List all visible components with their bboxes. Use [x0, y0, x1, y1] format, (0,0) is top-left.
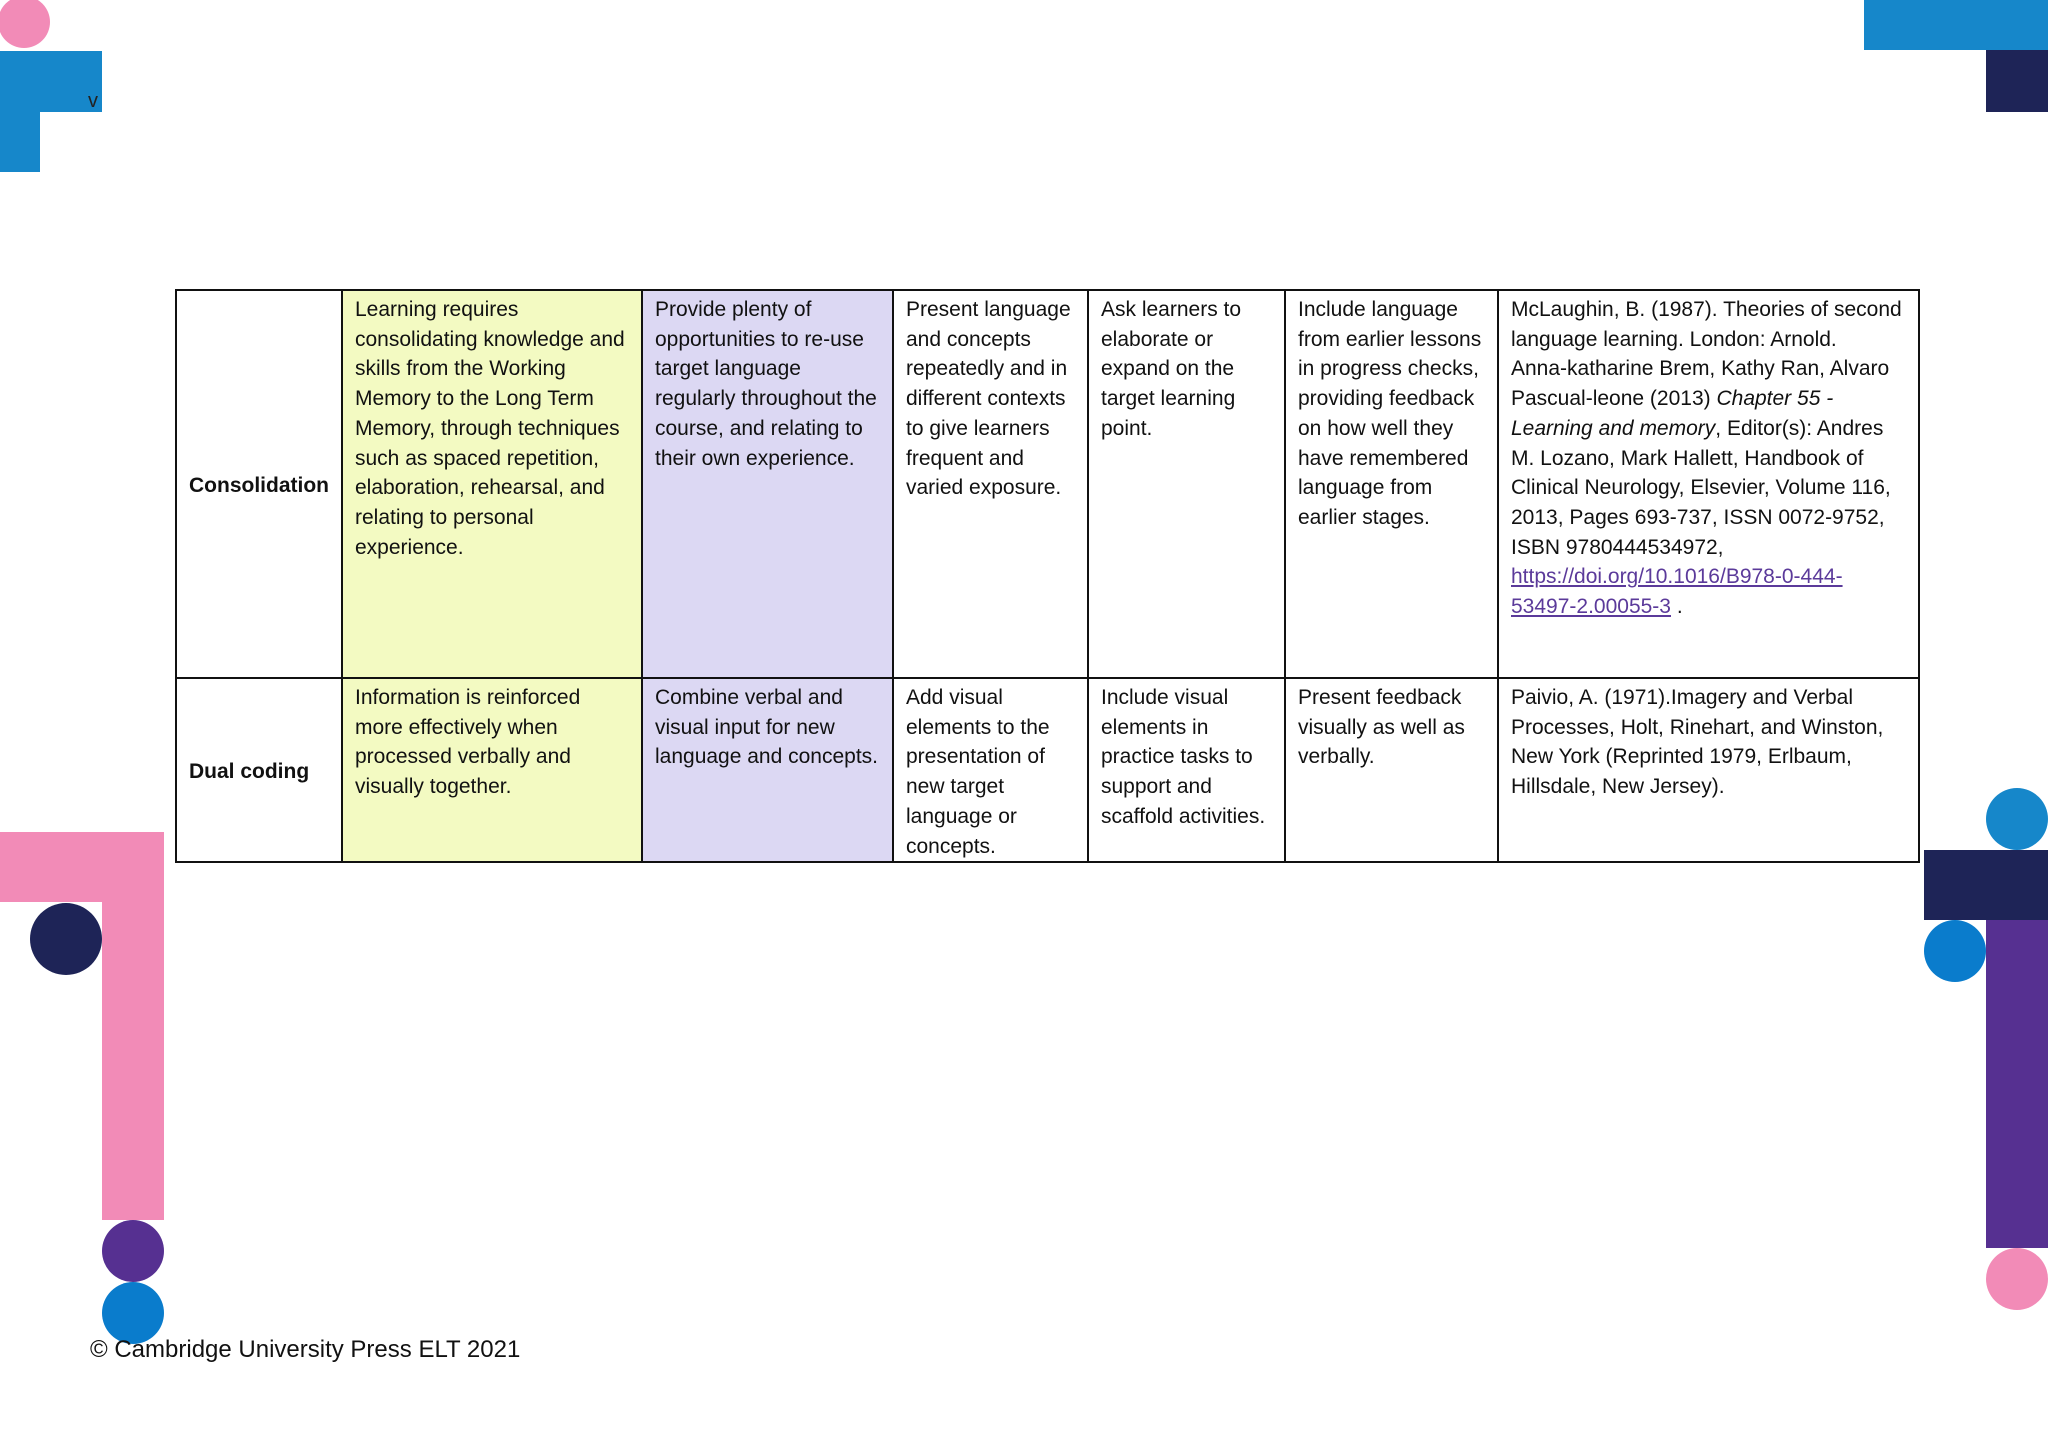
doi-link[interactable]: https://doi.org/10.1016/B978-0-444-53497-2.00055-3: [1511, 565, 1843, 619]
blue-circle-right: [1924, 920, 1986, 982]
reference-text: Anna-katharine Brem, Kathy Ran, Alvaro Pascual-leone (2013): [1511, 357, 1890, 411]
table-row: [176, 678, 1919, 862]
reference-cell: Paivio, A. (1971).Imagery and Verbal Processes, Holt, Rinehart, and Winston, New York (Reprinted 1979, Erlbaum, Hillsdale, New Jersey).: [1498, 678, 1919, 862]
navy-block-right: [1924, 850, 2048, 920]
reference-italic: Chapter 55 - Learning and memory: [1511, 387, 1834, 440]
row-label: Dual coding: [176, 678, 342, 862]
row-label: Consolidation: [176, 290, 342, 678]
presentation-cell: Present language and concepts repeatedly and in different contexts to give learners frequent and varied exposure.: [893, 290, 1088, 678]
principle-cell: Learning requires consolidating knowledge and skills from the Working Memory to the Long Term Memory, through techniques such as spaced repetition, elaboration, rehearsal, and relating to personal experience.: [342, 290, 642, 678]
navy-block-top-right: [1986, 50, 2048, 112]
purple-bar-right: [1986, 920, 2048, 1248]
principles-table: [175, 289, 1920, 863]
blue-circle-right-top: [1986, 788, 2048, 850]
pink-bracket-left: [0, 832, 164, 902]
reference-text: .: [1670, 595, 1683, 619]
practice-cell: Provide plenty of opportunities to re-use target language regularly throughout the course, and relating to their own experience.: [642, 290, 893, 678]
blue-bracket-top-left: [0, 51, 102, 112]
presentation-cell: Add visual elements to the presentation of new target language or concepts.: [893, 678, 1088, 862]
blue-circle-left: [102, 1282, 164, 1344]
blue-bracket-top-left-stem: [0, 112, 40, 172]
practice-tasks-cell: Include visual elements in practice tasks to support and scaffold activities.: [1088, 678, 1285, 862]
copyright-footer: © Cambridge University Press ELT 2021: [90, 1336, 521, 1363]
reference-cell: [1498, 290, 1919, 678]
table-row: [176, 290, 1919, 678]
pink-circle-right: [1986, 1248, 2048, 1310]
reference-text: , Editor(s): Andres M. Lozano, Mark Hallett, Handbook of Clinical Neurology, Elsevier, Volume 116, 2013, Pages 693-737, ISSN 0072-9752, ISBN 9780444534972,: [1511, 416, 1891, 559]
purple-circle-left: [102, 1220, 164, 1282]
blue-bar-top-right: [1864, 0, 2048, 50]
pink-bar-left: [102, 902, 164, 1220]
navy-circle-left: [30, 903, 102, 975]
reference-text: McLaughin, B. (1987). Theories of second language learning. London: Arnold.: [1511, 298, 1902, 351]
feedback-cell: Include language from earlier lessons in progress checks, providing feedback on how well they have remembered language from earlier stages.: [1285, 290, 1498, 678]
principle-cell: Information is reinforced more effectively when processed verbally and visually together.: [342, 678, 642, 862]
feedback-cell: Present feedback visually as well as verbally.: [1285, 678, 1498, 862]
practice-cell: Combine verbal and visual input for new language and concepts.: [642, 678, 893, 862]
practice-tasks-cell: Ask learners to elaborate or expand on the target learning point.: [1088, 290, 1285, 678]
corner-mark: v: [88, 90, 98, 112]
pink-circle-top-left: [0, 0, 50, 48]
